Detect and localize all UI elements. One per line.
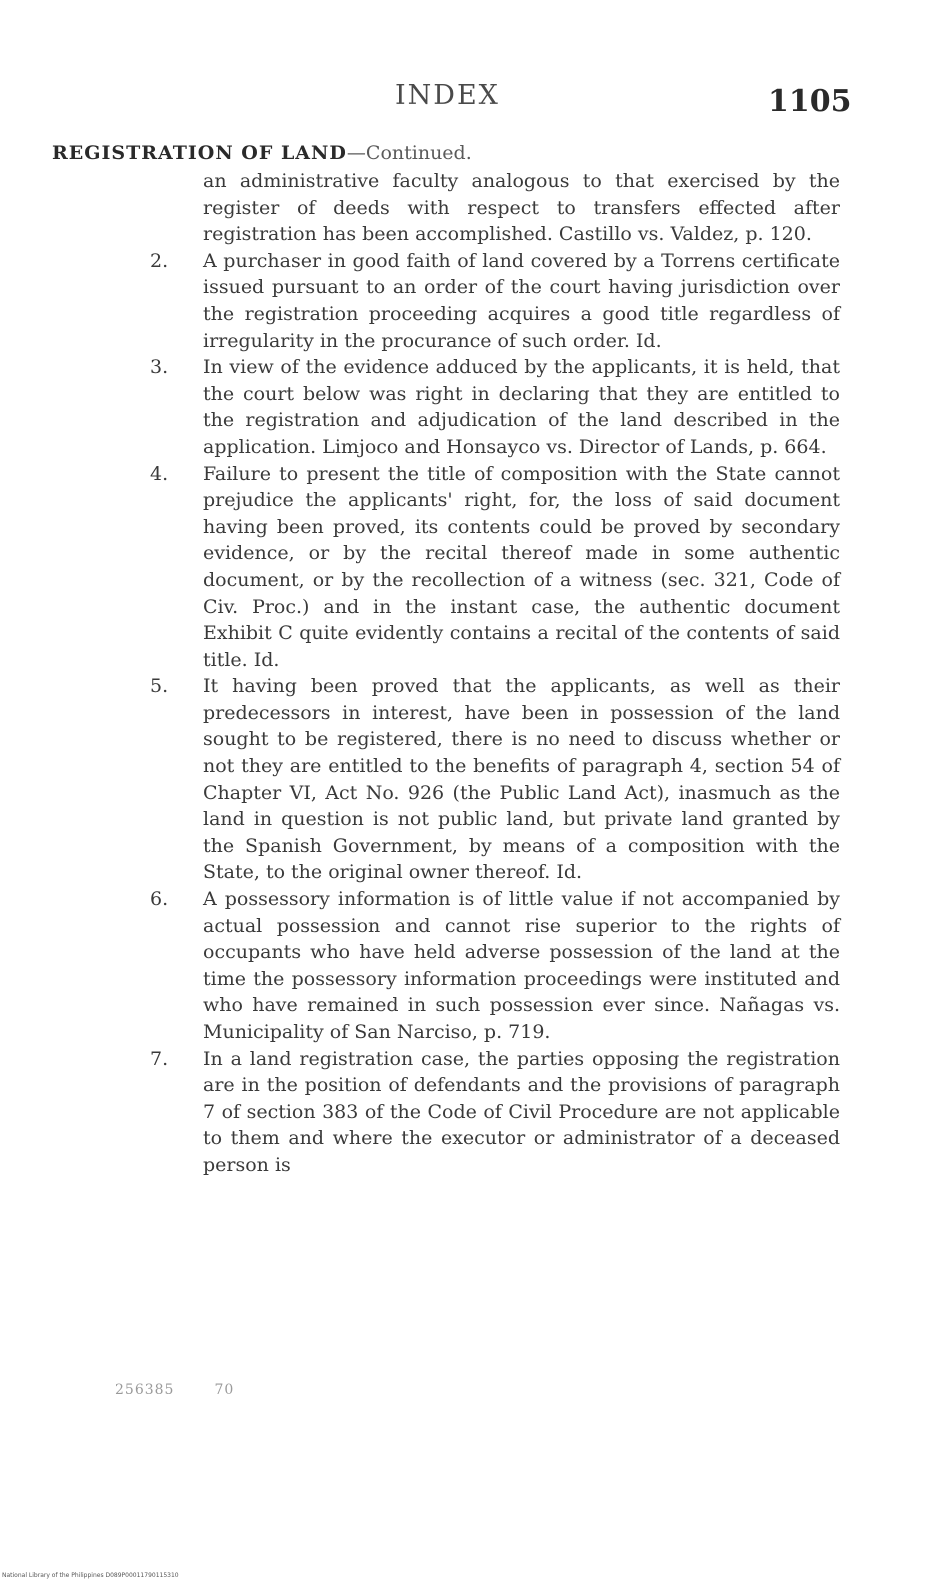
scan-credit: National Library of the Philippines D089P00011790115310 [2,1572,179,1579]
entry-number: 7. [150,1047,169,1070]
printer-signature [115,1382,234,1398]
running-head: INDEX [395,80,500,111]
index-entries [140,168,840,1179]
signature-sheet: 70 [214,1382,235,1398]
entry-number: 5. [150,675,169,698]
entry-number: 3. [150,356,169,379]
index-entry [140,1046,840,1179]
page-number: 1105 [768,84,852,119]
index-entry [140,248,840,354]
entry-text: an administrative faculty analogous to that exercised by the register of deeds with respect to transfers effected after registration has been accomplished. Castillo vs. Valdez, p. 120. [203,170,840,246]
entry-text: It having been proved that the applicants, as well as their predecessors in interest, have been in possession of the land sought to be registered, there is no need to discuss whether or not they are entitled to the benefits of paragraph 4, section 54 of Chapter VI, Act No. 926 (the Public Land Act), inasmuch as the land in question is not public land, but private land granted by the Spanish Government, by means of a composition with the State, to the original owner thereof. Id. [203,675,840,884]
entry-text: In view of the evidence adduced by the applicants, it is held, that the court below was right in declaring that they are entitled to the registration and adjudication of the land described in the application. Limjoco and Honsayco vs. Director of Lands, p. 664. [203,356,840,458]
entry-number: 6. [150,888,169,911]
index-heading [52,142,472,164]
entry-text: Failure to present the title of composition with the State cannot prejudice the applicants' right, for, the loss of said document having been proved, its contents could be proved by secondary evidence, or by the recital thereof made in some authentic document, or by the recollection of a witness (sec. 321, Code of Civ. Proc.) and in the instant case, the authentic document Exhibit C quite evidently contains a recital of the contents of said title. Id. [203,462,840,671]
entry-text: A purchaser in good faith of land covered by a Torrens certificate issued pursuant to an order of the court having jurisdiction over the registration proceeding acquires a good title regardless of irregularity in the procurance of such order. Id. [203,249,840,352]
signature-number: 256385 [115,1382,175,1398]
index-subject: REGISTRATION OF LAND [52,142,347,164]
index-entry [140,673,840,886]
entry-number: 2. [150,249,169,272]
continued-label: —Continued. [346,142,472,164]
entry-text: A possessory information is of little value if not accompanied by actual possession and cannot rise superior to the rights of occupants who have held adverse possession of the land at the time the possessory information proceedings were instituted and who have remained in such possession ever since. Nañagas vs. Municipality of San Narciso, p. 719. [203,888,840,1043]
index-entry [140,354,840,460]
index-entry [140,886,840,1046]
entry-number: 4. [150,462,169,485]
index-entry [140,461,840,674]
entry-text: In a land registration case, the parties opposing the registration are in the position of defendants and the provisions of paragraph 7 of section 383 of the Code of Civil Procedure are not applicable to them and where the executor or administrator of a deceased person is [203,1047,840,1176]
index-entry [140,168,840,248]
